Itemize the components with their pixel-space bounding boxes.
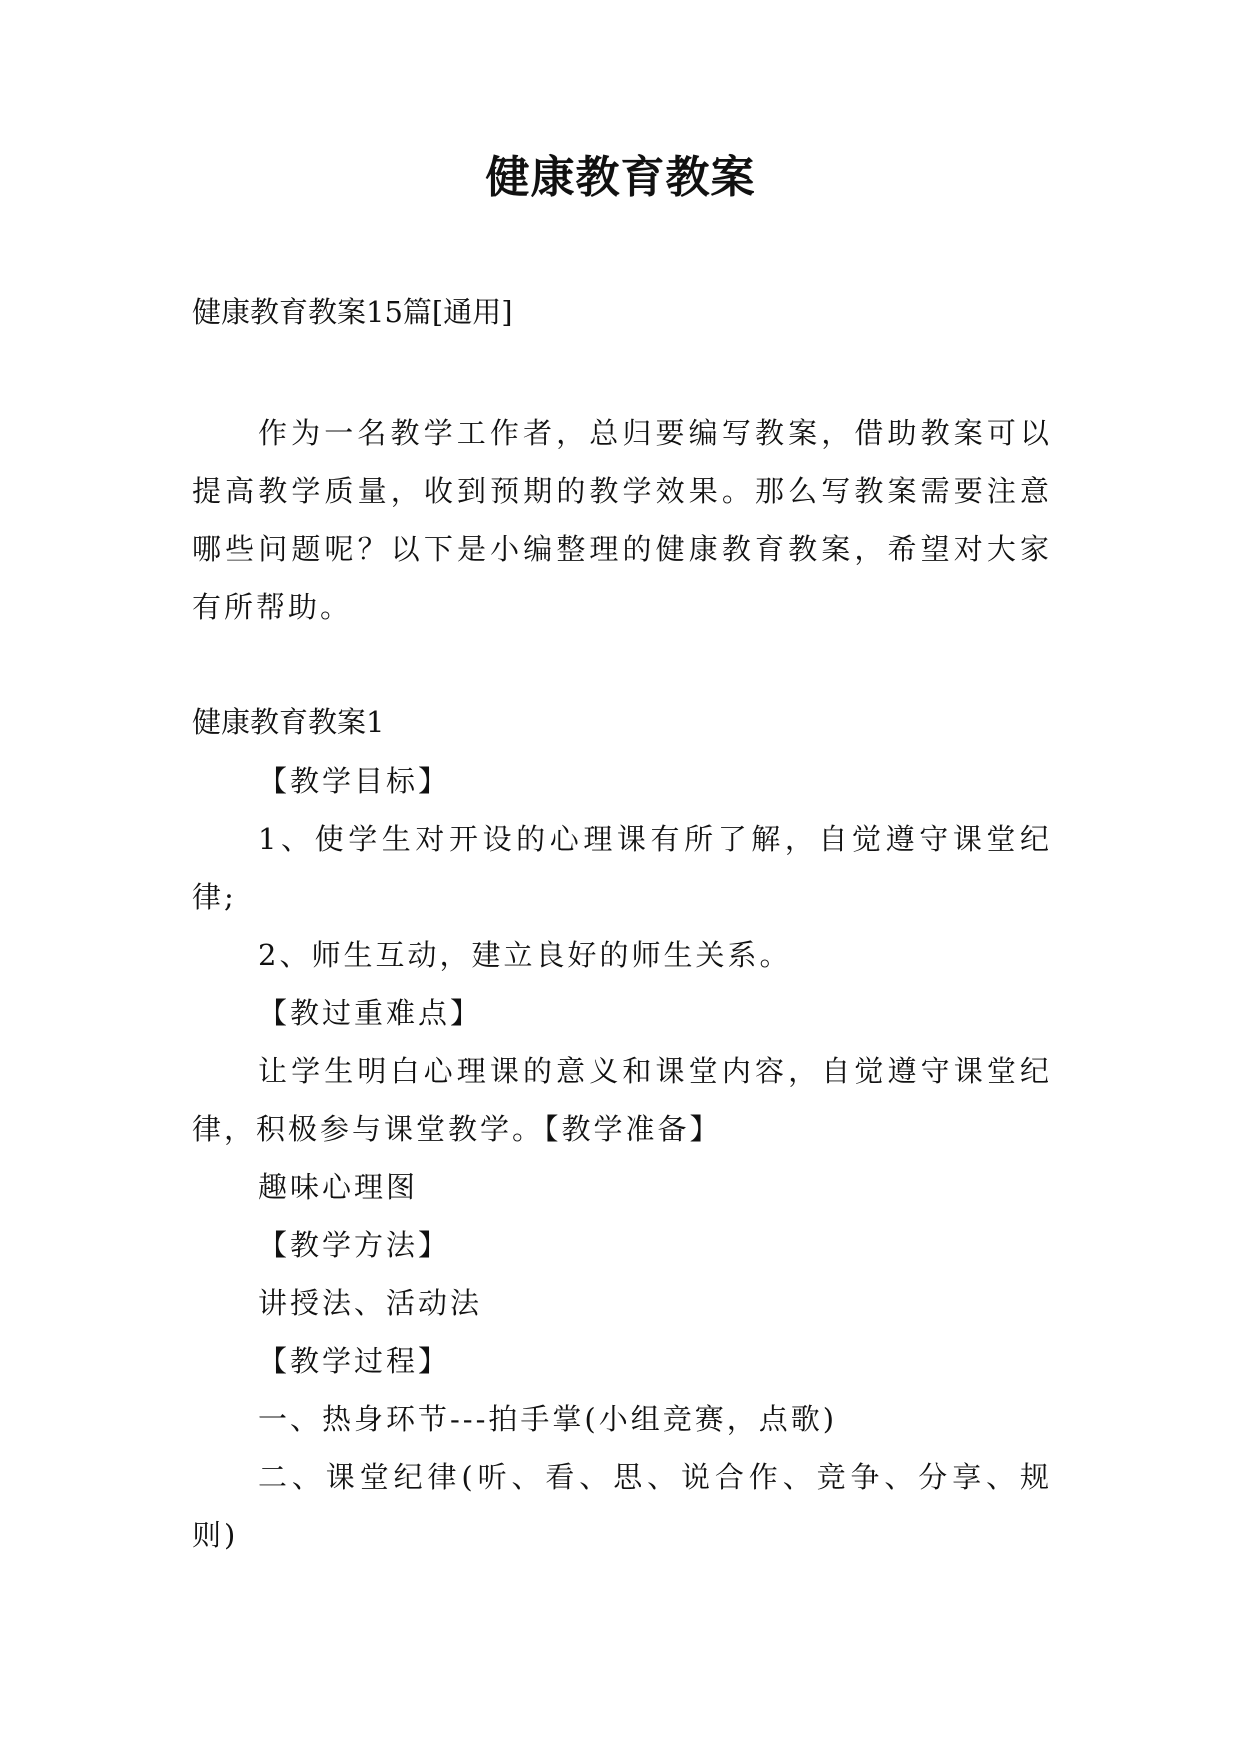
process-step-2: 二、课堂纪律(听、看、思、说合作、竞争、分享、规则)	[192, 1460, 1052, 1552]
key-points-heading: 【教过重难点】	[258, 996, 483, 1030]
document-subtitle: 健康教育教案15篇[通用]	[192, 295, 513, 329]
teaching-methods-text: 讲授法、活动法	[258, 1286, 483, 1320]
section-heading: 健康教育教案1	[192, 705, 385, 739]
key-points-text: 让学生明白心理课的意义和课堂内容，自觉遵守课堂纪律，积极参与课堂教学。【教学准备】	[192, 1054, 1052, 1146]
goal-item-1: 1、使学生对开设的心理课有所了解，自觉遵守课堂纪律;	[192, 822, 1052, 914]
preparation-text: 趣味心理图	[258, 1170, 419, 1204]
process-step-1: 一、热身环节---拍手掌(小组竞赛，点歌)	[258, 1402, 838, 1436]
lesson-body	[192, 752, 1052, 1564]
teaching-process-heading: 【教学过程】	[258, 1344, 451, 1378]
document-title: 健康教育教案	[485, 152, 756, 203]
intro-paragraph: 作为一名教学工作者，总归要编写教案，借助教案可以提高教学质量，收到预期的教学效果。那么写教案需要注意哪些问题呢？以下是小编整理的健康教育教案，希望对大家有所帮助。	[192, 416, 1052, 624]
teaching-methods-heading: 【教学方法】	[258, 1228, 451, 1262]
teaching-goals-heading: 【教学目标】	[258, 764, 451, 798]
goal-item-2: 2、师生互动，建立良好的师生关系。	[258, 938, 792, 972]
